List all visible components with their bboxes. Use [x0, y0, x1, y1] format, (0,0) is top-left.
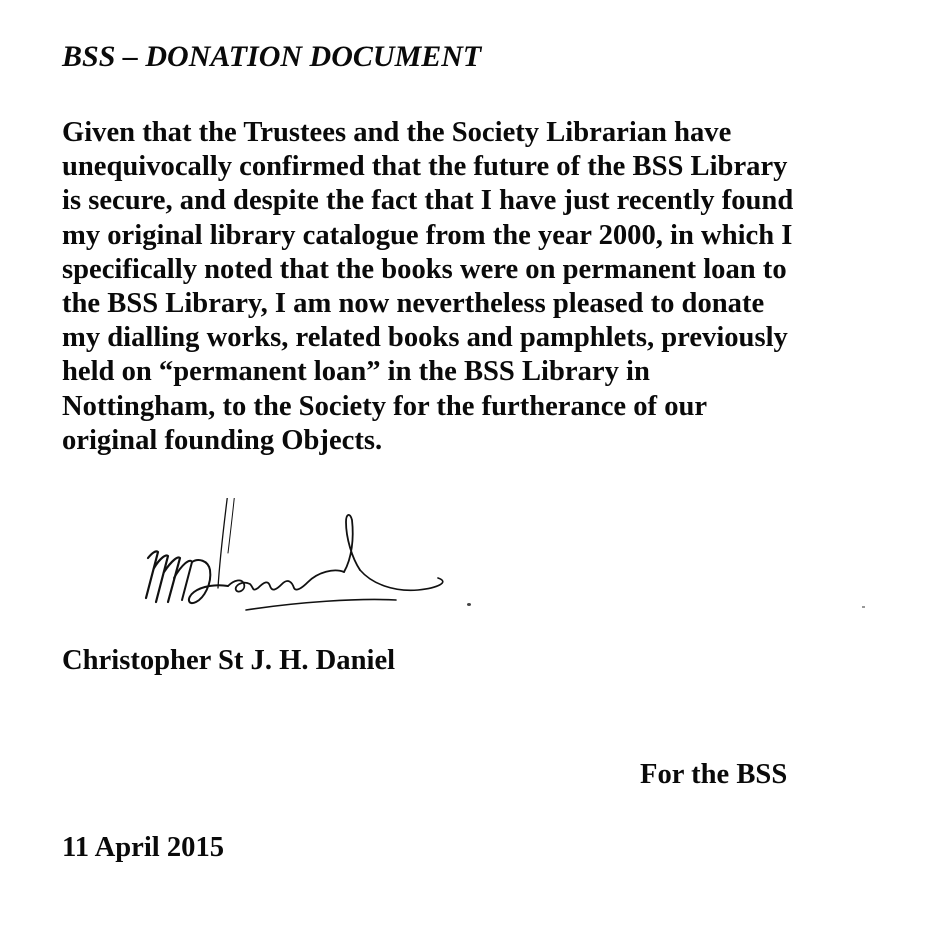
statement-line: is secure, and despite the fact that I have just recently found — [62, 185, 794, 217]
statement-line: unequivocally confirmed that the future of the BSS Library — [62, 151, 788, 183]
for-the-bss-label: For the BSS — [640, 759, 788, 790]
stray-ink-mark — [862, 606, 865, 608]
document-title: BSS – DONATION DOCUMENT — [62, 40, 482, 73]
statement-line: the BSS Library, I am now nevertheless pleased to donate — [62, 288, 765, 320]
document-date: 11 April 2015 — [62, 832, 225, 863]
handwritten-signature — [138, 498, 483, 623]
statement-line: my dialling works, related books and pamphlets, previously — [62, 322, 788, 354]
statement-line: specifically noted that the books were on permanent loan to — [62, 253, 787, 285]
statement-line: Nottingham, to the Society for the furtherance of our — [62, 390, 708, 422]
statement-line: Given that the Trustees and the Society Librarian have — [62, 117, 732, 148]
donation-statement — [62, 116, 922, 458]
statement-line: held on “permanent loan” in the BSS Library in — [62, 356, 650, 388]
statement-line: original founding Objects. — [62, 424, 383, 456]
stray-ink-dot — [467, 603, 471, 606]
signatory-name: Christopher St J. H. Daniel — [62, 645, 396, 676]
statement-line: my original library catalogue from the year 2000, in which I — [62, 219, 793, 251]
